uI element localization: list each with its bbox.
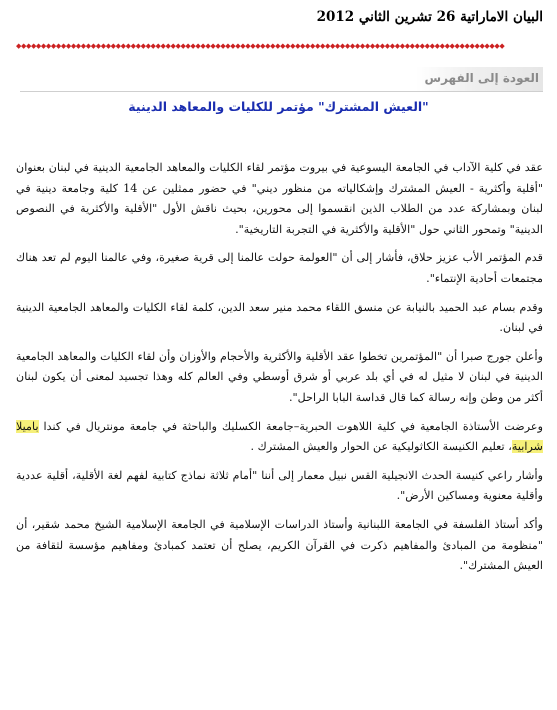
section-rule: [20, 91, 543, 92]
decorative-divider: ◆◆◆◆◆◆◆◆◆◆◆◆◆◆◆◆◆◆◆◆◆◆◆◆◆◆◆◆◆◆◆◆◆◆◆◆◆◆◆◆◆◆◆◆◆◆◆◆◆◆◆◆◆◆◆◆◆◆◆◆◆◆◆◆◆◆◆◆◆◆◆◆◆◆◆◆◆◆◆◆◆◆◆◆◆◆◆◆◆◆◆◆◆◆◆◆◆◆: [16, 42, 505, 50]
paragraph-text: ، تعليم الكنيسة الكاثوليكية عن الحوار والعيش المشترك .: [250, 440, 512, 454]
article-paragraph: [16, 417, 543, 458]
article-title: "العيش المشترك" مؤتمر للكليات والمعاهد الدينية: [128, 99, 429, 114]
article-paragraph: وأشار راعي كنيسة الحدث الانجيلية القس نبيل معمار إلى أننا "أمام ثلاثة نماذج كتابية لفهم لغة الأقلية، أقلية عددية وأقلية معنوية ومساكين الأرض".: [16, 468, 543, 503]
paragraph-text: وعرضت الأستاذة الجامعية في كلية اللاهوت الحبرية–جامعة الكسليك والباحثة في جامعة مونتريال في كندا: [38, 419, 543, 433]
article-paragraph: قدم المؤتمر الأب عزيز حلاق، فأشار إلى أن "العولمة حولت عالمنا إلى قرية صغيرة، وفي عالمنا اليوم لم تعد هناك مجتمعات أحادية الإنتماء".: [16, 251, 543, 285]
article-paragraph: وأعلن جورج صبرا أن "المؤتمرين تخطوا عقد الأقلية والأكثرية والأحجام والأوزان وأن لقاء الكليات والمعاهد الجامعية الدينية في لبنان لا مثيل له في أي بلد عربي أو شرق أوسطي وفي العالم كله وهذا تجسيد لمعنى أن يكون لبنان أكثر من وطن وإنه رسالة كما قال قداسة البابا الراحل".: [16, 349, 543, 404]
article-paragraph: وقدم بسام عبد الحميد بالنيابة عن منسق اللقاء محمد منير سعد الدين، كلمة لقاء الكليات والمعاهد الجامعية الدينية في لبنان.: [16, 300, 543, 335]
article-paragraph: عقد في كلية الآداب في الجامعة اليسوعية في بيروت مؤتمر لقاء الكليات والمعاهد الجامعية الدينية في لبنان بعنوان "أقلية وأكثرية - العيش المشترك وإشكالياته من منظور ديني" في حضور ممثلين عن 14 كلية وجامعة دينية في لبنان وبمشاركة عدد من الطلاب الذين انقسموا إلى محورين، بحيث ناقش الأول "الأقلية والأكثرية في النصوص الدينية" وتمحور الثاني حول "الأقلية والأكثرية في التجربة التاريخية".: [16, 161, 543, 236]
article-paragraph: وأكد أستاذ الفلسفة في الجامعة اللبنانية وأستاذ الدراسات الإسلامية في الجامعة الإسلامية الشيخ محمد شقير، أن "منظومة من المبادئ والمفاهيم ذكرت في القرآن الكريم، يصلح أن تعتمد كمبادئ ومفاهيم مؤسسة لثقافة من العيش المشترك".: [16, 517, 543, 573]
page-header-title: البيان الاماراتية 26 تشرين الثاني 2012: [316, 9, 543, 25]
highlighted-name: باميلا شرابية: [16, 419, 543, 454]
back-to-index-link[interactable]: العودة إلى الفهرس: [424, 71, 539, 85]
back-to-index-bar: [416, 67, 543, 91]
article-body: [16, 158, 543, 585]
